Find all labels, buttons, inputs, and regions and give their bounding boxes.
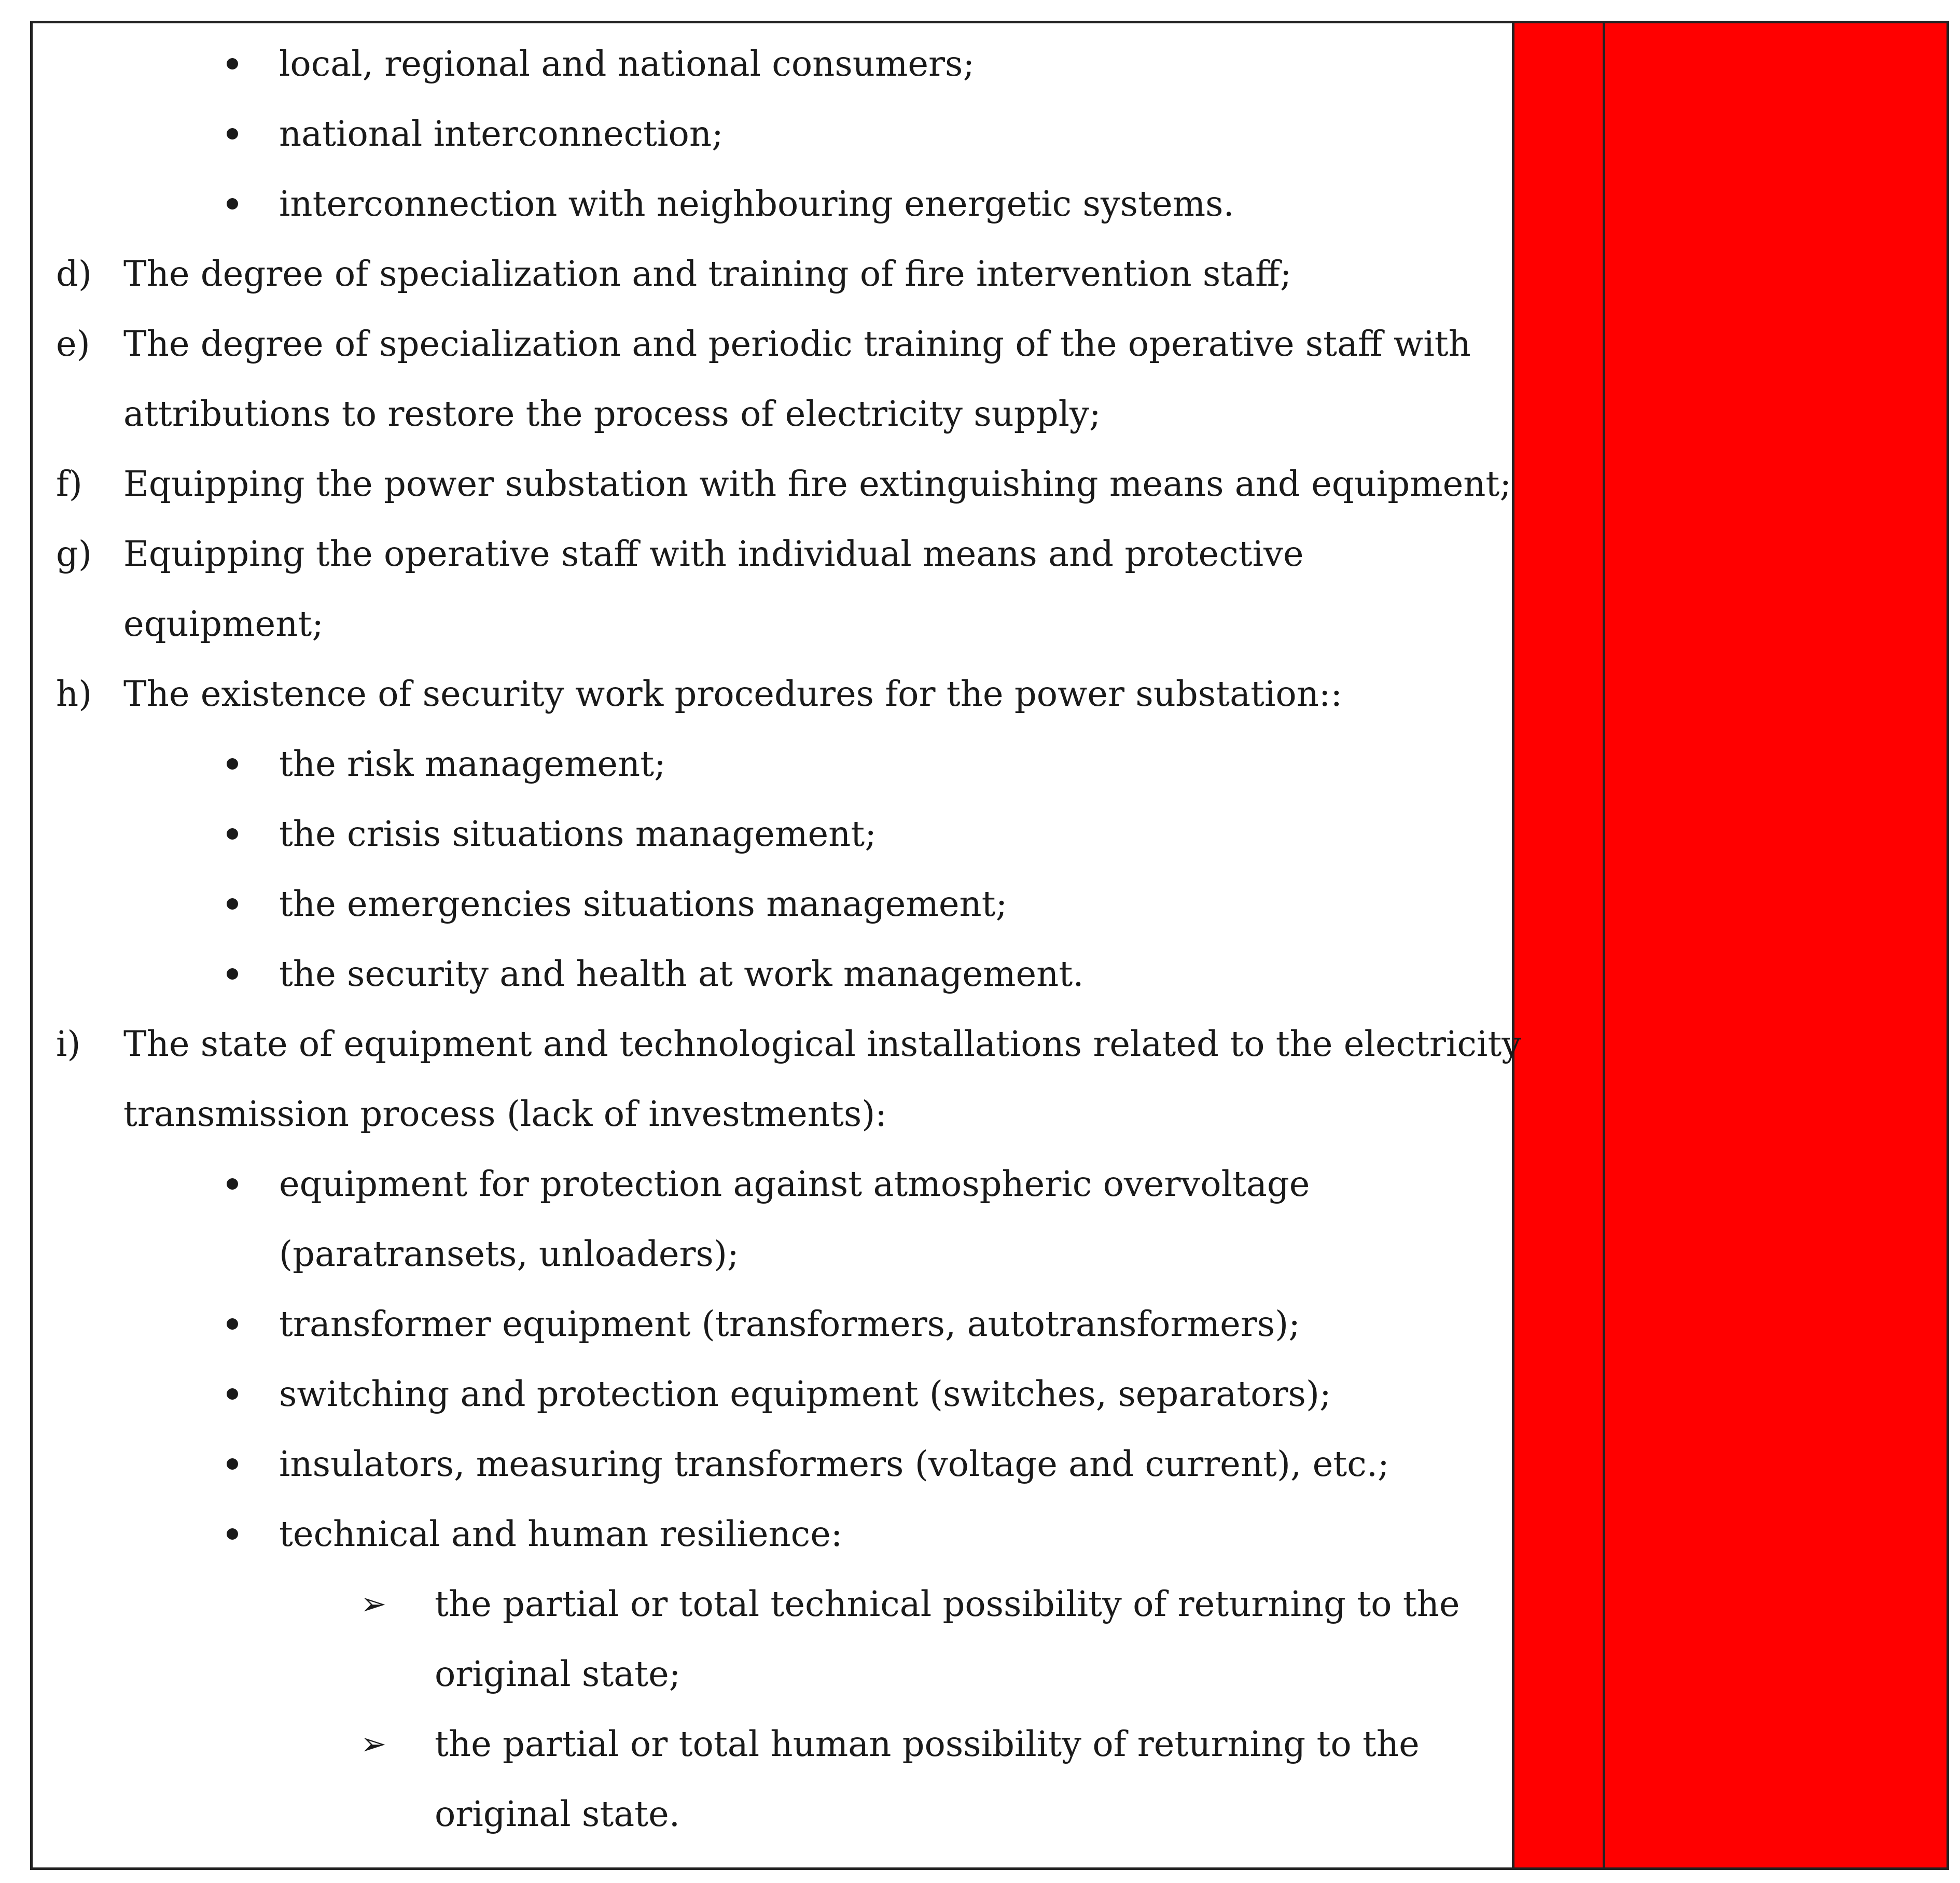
item-text-line: local, regional and national consumers; bbox=[279, 44, 975, 84]
item-text-line: interconnection with neighbouring energetic systems. bbox=[279, 184, 1234, 224]
item-text-line: the partial or total human possibility of returning to the bbox=[435, 1724, 1420, 1764]
bullet-icon bbox=[227, 58, 238, 69]
arrow-bullet-icon: ➢ bbox=[360, 1586, 387, 1622]
item-text-line: technical and human resilience: bbox=[279, 1514, 843, 1554]
item-text-line: The state of equipment and technological installations related to the electricity bbox=[123, 1024, 1522, 1064]
item-text-line: original state. bbox=[435, 1794, 680, 1834]
item-text-line: Equipping the operative staff with individual means and protective bbox=[123, 534, 1304, 574]
item-text-line: original state; bbox=[435, 1654, 681, 1694]
item-text-line: the risk management; bbox=[279, 744, 666, 784]
item-text-line: the security and health at work management. bbox=[279, 954, 1084, 994]
item-text-line: switching and protection equipment (switches, separators); bbox=[279, 1374, 1331, 1414]
item-text-line: The existence of security work procedures for the power substation:: bbox=[123, 674, 1343, 714]
item-marker: i) bbox=[56, 1024, 81, 1064]
item-text-line: attributions to restore the process of electricity supply; bbox=[123, 394, 1101, 434]
bullet-icon bbox=[227, 968, 238, 980]
bullet-icon bbox=[227, 1318, 238, 1330]
bullet-icon bbox=[227, 758, 238, 770]
item-marker: d) bbox=[56, 254, 92, 294]
arrow-bullet-icon: ➢ bbox=[360, 1726, 387, 1762]
item-text-line: equipment; bbox=[123, 604, 324, 644]
bullet-icon bbox=[227, 1458, 238, 1470]
item-text-line: Equipping the power substation with fire extinguishing means and equipment; bbox=[123, 464, 1511, 504]
item-text-line: the emergencies situations management; bbox=[279, 884, 1008, 924]
highlight-cell-1 bbox=[1514, 23, 1605, 1867]
item-text-line: the crisis situations management; bbox=[279, 814, 877, 854]
bullet-icon bbox=[227, 1528, 238, 1540]
text-cell bbox=[33, 23, 1522, 1867]
item-text-line: The degree of specialization and training of fire intervention staff; bbox=[123, 254, 1292, 294]
item-text-line: The degree of specialization and periodic training of the operative staff with bbox=[123, 324, 1471, 364]
bullet-icon bbox=[227, 198, 238, 210]
item-marker: e) bbox=[56, 324, 90, 364]
item-text-line: insulators, measuring transformers (voltage and current), etc.; bbox=[279, 1444, 1389, 1484]
item-text-line: equipment for protection against atmospheric overvoltage bbox=[279, 1164, 1310, 1204]
item-text-line: national interconnection; bbox=[279, 114, 724, 154]
item-marker: f) bbox=[56, 464, 82, 504]
item-text-line: transformer equipment (transformers, autotransformers); bbox=[279, 1304, 1300, 1344]
bullet-icon bbox=[227, 128, 238, 140]
bullet-icon bbox=[227, 828, 238, 840]
bullet-icon bbox=[227, 898, 238, 910]
bullet-icon bbox=[227, 1388, 238, 1400]
item-text-line: (paratransets, unloaders); bbox=[279, 1234, 739, 1274]
item-text-line: the partial or total technical possibility of returning to the bbox=[435, 1584, 1460, 1624]
item-marker: g) bbox=[56, 534, 92, 574]
highlight-cell-2 bbox=[1605, 23, 1947, 1867]
content-table bbox=[30, 21, 1949, 1870]
item-text-line: transmission process (lack of investments): bbox=[123, 1094, 887, 1134]
bullet-icon bbox=[227, 1178, 238, 1190]
item-marker: h) bbox=[56, 674, 92, 714]
